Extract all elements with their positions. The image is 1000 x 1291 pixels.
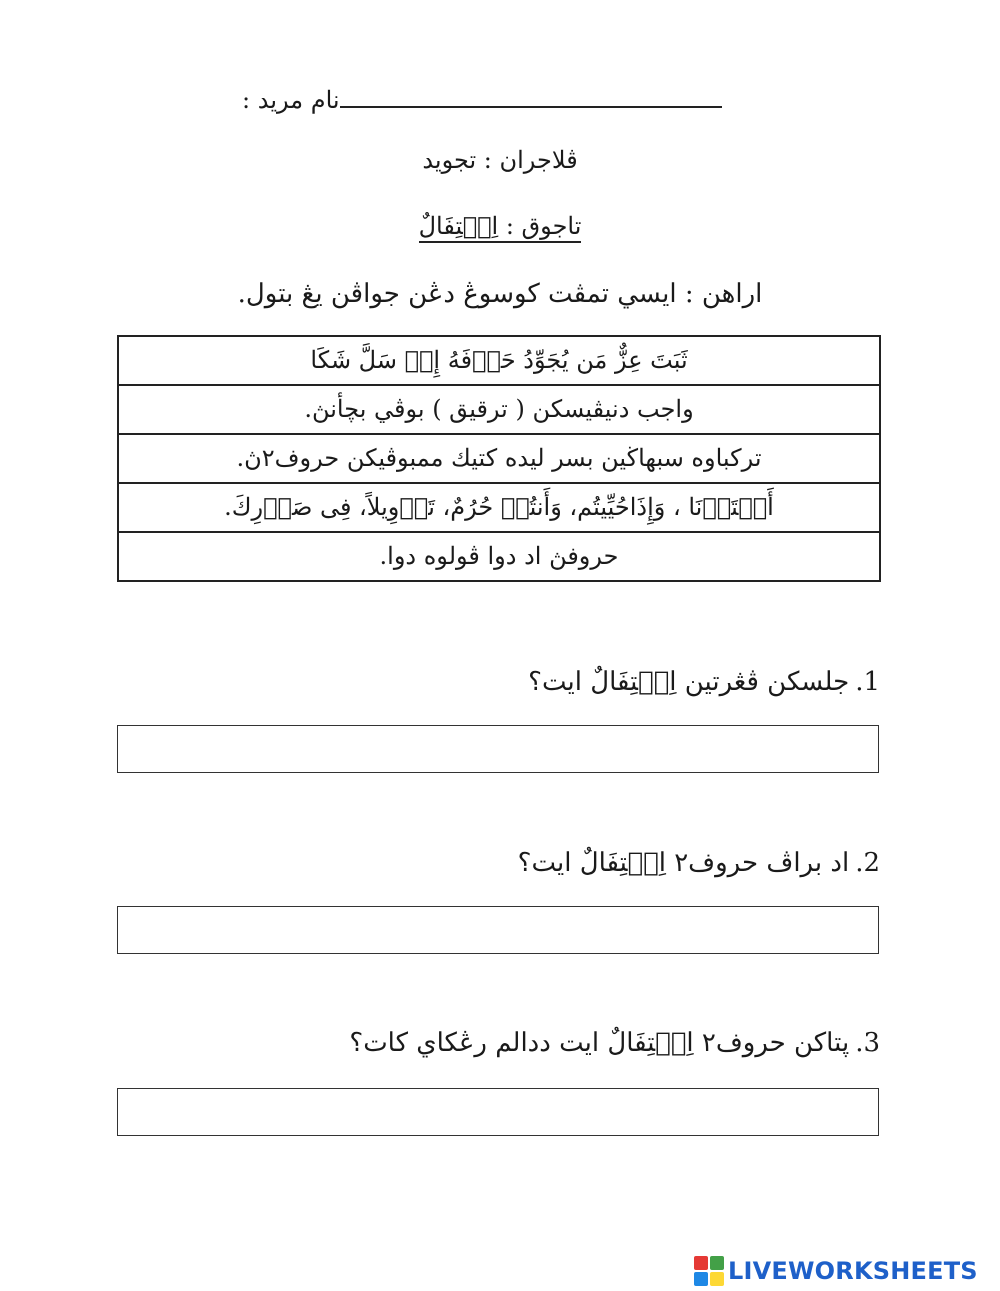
verse-cell: تركباوه سبهاڬين بسر ليده كتيك ممبوڤيكن حروف٢ڽ.	[118, 434, 880, 483]
student-name-blank	[340, 106, 722, 108]
brand-text: LIVEWORKSHEETS	[728, 1257, 978, 1285]
subject-heading: ڤلاجران : تجويد	[422, 146, 578, 174]
answer-3-input[interactable]	[117, 1088, 879, 1136]
table-row	[118, 385, 880, 434]
table-row	[118, 483, 880, 532]
table-row	[118, 336, 880, 385]
question-1-number: 1.	[855, 667, 880, 697]
logo-square-icon	[710, 1256, 724, 1270]
question-2-text: اد براڤ حروف٢ اِسۡتِفَالٌ ايت؟	[517, 848, 850, 878]
question-2	[120, 845, 880, 881]
answer-2-input[interactable]	[117, 906, 879, 954]
liveworksheets-brand[interactable]	[694, 1253, 978, 1289]
table-row	[118, 434, 880, 483]
question-3-text: پتاكن حروف٢ اِسۡتِفَالٌ ايت ددالم رڠكاي كات؟	[349, 1028, 850, 1058]
answer-1-input[interactable]	[117, 725, 879, 773]
question-2-number: 2.	[855, 848, 880, 878]
liveworksheets-logo-icon	[694, 1256, 724, 1286]
table-row	[118, 532, 880, 581]
verse-cell: واجب دنيڤيسكن ( ترقيق ) بوڤي بچأنڽ.	[118, 385, 880, 434]
verse-cell: ثَبَتَ عِزٌّ مَن يُجَوِّدُ حَرۡفَهُ إِذۡ سَلَّ شَكَا	[118, 336, 880, 385]
question-1-text: جلسكن ڤڠرتين اِسۡتِفَالٌ ايت؟	[528, 667, 850, 697]
logo-square-icon	[710, 1272, 724, 1286]
logo-square-icon	[694, 1272, 708, 1286]
question-3-number: 3.	[855, 1028, 880, 1058]
topic-text: تاجوق : اِسۡتِفَالٌ	[419, 212, 582, 243]
student-name-label: نام مريد :	[242, 86, 340, 114]
question-3	[120, 1025, 880, 1061]
verse-cell: أَعۡتَدۡنَا ، وَإِذَاحُيِّيتُم، وَأَنتُمۡ حُرُمٌ، تَأۡوِيلاً، فِى صَدۡرِكَ.	[118, 483, 880, 532]
logo-square-icon	[694, 1256, 708, 1270]
verse-cell: حروفڽ اد دوا ڤولوه دوا.	[118, 532, 880, 581]
verse-table	[117, 335, 881, 582]
topic-heading	[0, 208, 1000, 244]
question-1	[120, 664, 880, 700]
student-name-row	[242, 78, 742, 118]
instruction-text: اراهن : ايسي تمڤت كوسوڠ دڠن جواڤن يڠ بتول.	[237, 279, 763, 309]
